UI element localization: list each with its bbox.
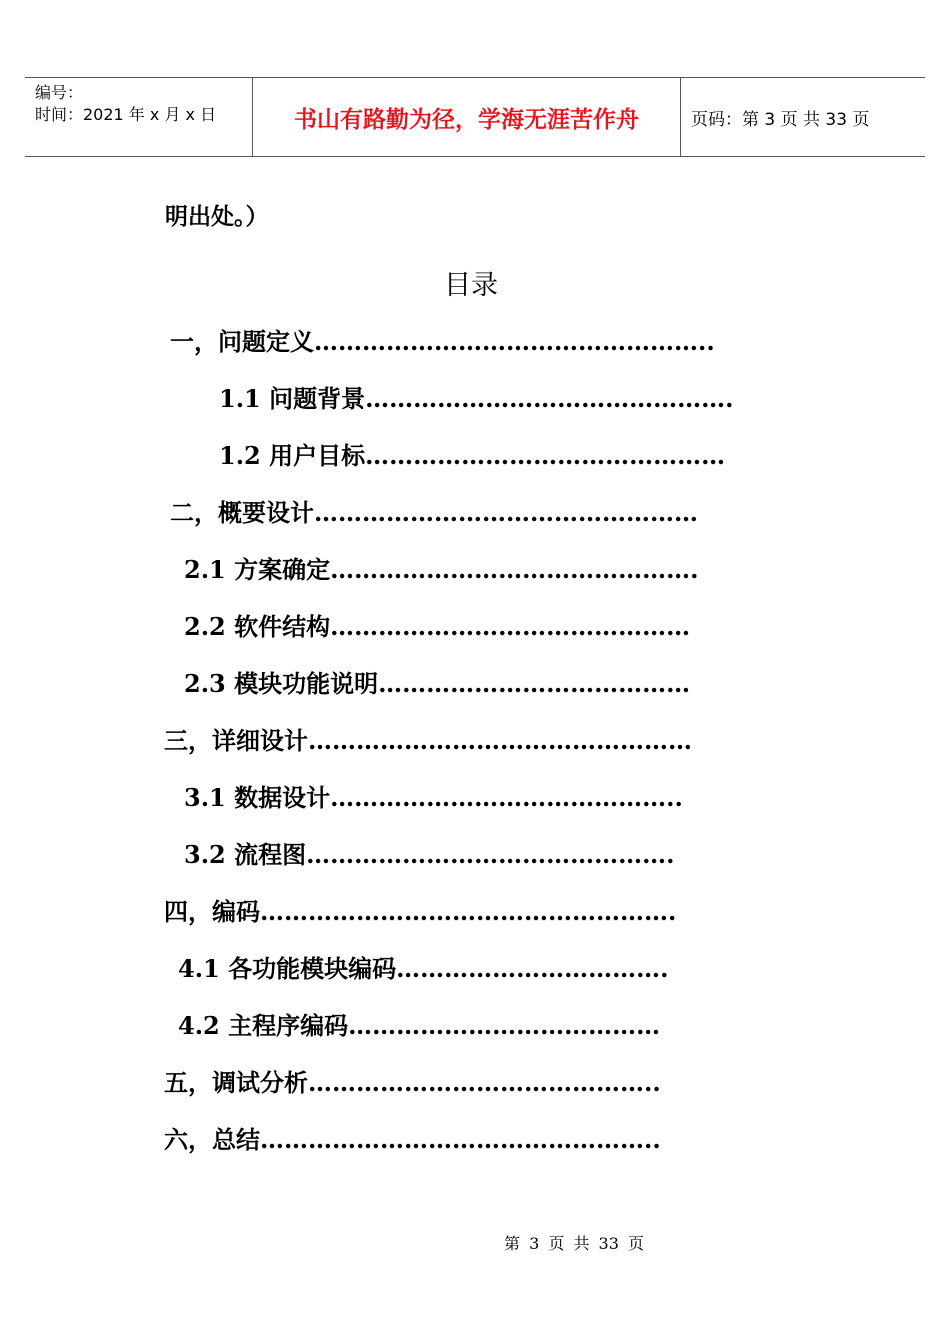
- toc-entry-label: 4.1 各功能模块编码: [178, 954, 397, 983]
- header-page-label: 页码：第 3 页 共 33 页: [691, 109, 870, 130]
- toc-entry-label: 2.2 软件结构: [184, 612, 331, 641]
- toc-entry-leader: ……………………………………..: [308, 1068, 661, 1097]
- header-meta: [25, 78, 253, 156]
- toc-entry-label: 3.2 流程图: [184, 840, 307, 869]
- toc-entry-leader: ……………………………………….: [365, 384, 734, 413]
- toc-entry-leader: …………………………………………: [308, 726, 692, 755]
- toc-entry: [184, 607, 690, 642]
- toc-entry-leader: …………………………………: [348, 1011, 661, 1040]
- toc-entry-label: 二，概要设计: [170, 498, 314, 527]
- toc-entry-leader: ……………………………………….: [330, 555, 699, 584]
- toc-entry-label: 六，总结: [164, 1125, 260, 1154]
- toc-entry-label: 四，编码: [164, 897, 260, 926]
- toc-entry: [178, 1006, 660, 1041]
- toc-entry: [178, 949, 668, 984]
- page-header: [25, 77, 925, 157]
- toc-entry-label: 2.1 方案确定: [184, 555, 331, 584]
- toc-entry-label: 3.1 数据设计: [184, 783, 331, 812]
- toc-entry-leader: …………………………………………: [314, 498, 698, 527]
- toc-entry-leader: …………………………….: [396, 954, 669, 983]
- page-footer: 第 3 页 共 33 页: [504, 1234, 644, 1253]
- toc-entry: [184, 550, 698, 585]
- toc-entry: [184, 835, 674, 870]
- document-number-label: 编号：: [35, 83, 84, 102]
- toc-entry-leader: …………………………………: [378, 669, 691, 698]
- header-motto: 书山有路勤为径，学海无涯苦作舟: [253, 78, 681, 156]
- continuation-text: 明出处。）: [165, 203, 269, 230]
- toc-entry: [184, 778, 683, 813]
- toc-entry-leader: ……………………………………..: [330, 783, 683, 812]
- toc-entry: [170, 493, 698, 528]
- toc-entry-label: 五，调试分析: [164, 1068, 308, 1097]
- toc-entry-leader: ………………………………………: [365, 441, 726, 470]
- toc-entry-label: 2.3 模块功能说明: [184, 669, 379, 698]
- toc-entry-label: 三，详细设计: [164, 726, 308, 755]
- toc-entry: [164, 892, 676, 927]
- toc-entry: [164, 1063, 661, 1098]
- toc-entry: [219, 379, 733, 414]
- toc-entry-leader: ……………………………………….: [306, 840, 675, 869]
- toc-title: 目录: [444, 270, 498, 301]
- toc-entry-label: 4.2 主程序编码: [178, 1011, 349, 1040]
- document-time-label: 时间：2021 年 x 月 x 日: [35, 105, 217, 124]
- toc-entry-leader: ………………………………………: [330, 612, 691, 641]
- toc-entry-label: 1.2 用户目标: [219, 441, 366, 470]
- toc-entry-leader: …………………………………………..: [260, 1125, 661, 1154]
- toc-entry: [164, 721, 692, 756]
- toc-entry: [170, 322, 715, 357]
- toc-entry-leader: …………………………………………….: [260, 897, 677, 926]
- toc-entry: [184, 664, 690, 699]
- toc-entry: [219, 436, 725, 471]
- toc-entry-label: 1.1 问题背景: [219, 384, 366, 413]
- toc-entry-leader: …………………………………………..: [314, 327, 715, 356]
- toc-entry: [164, 1120, 661, 1155]
- toc-entry-label: 一，问题定义: [170, 327, 314, 356]
